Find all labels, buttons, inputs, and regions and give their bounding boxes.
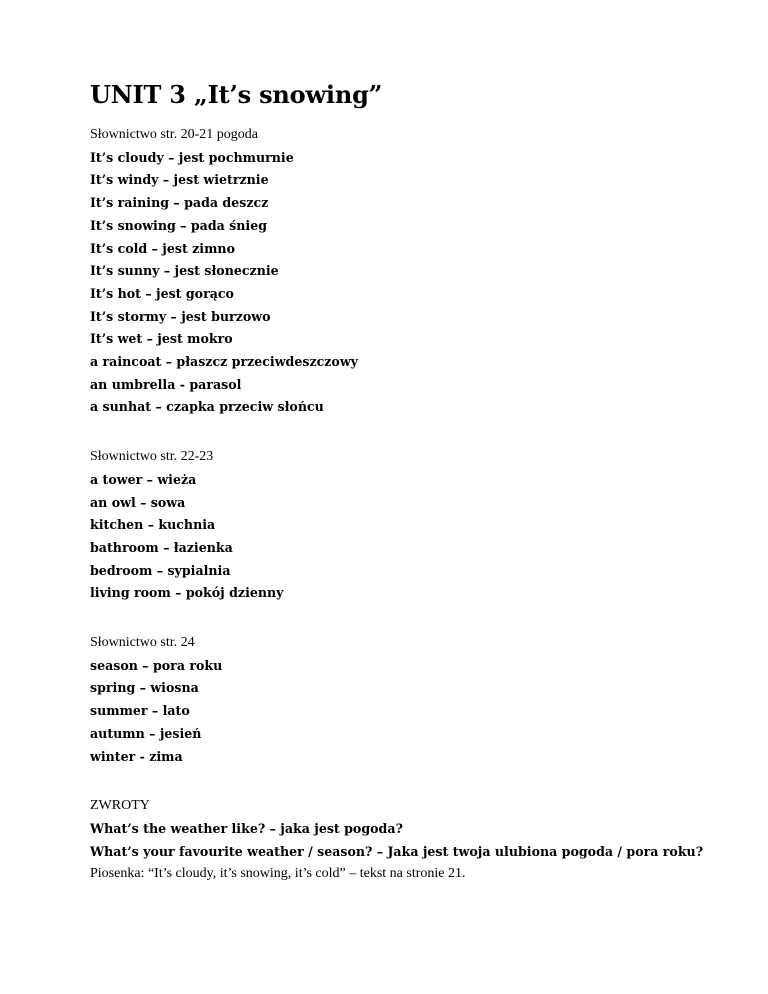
document-page [90,80,730,886]
vocab-item: bedroom – sypialnia [90,562,231,578]
vocab-item: spring – wiosna [90,680,199,696]
vocab-item: summer – lato [90,703,190,719]
vocab-item: season – pora roku [90,657,223,673]
vocab-item: It’s raining – pada deszcz [90,195,269,211]
section-weather [90,124,730,419]
vocab-item: kitchen – kuchnia [90,517,216,533]
section-spacer [90,419,730,446]
section-phrases [90,795,730,886]
vocab-item: living room – pokój dzienny [90,585,284,601]
vocab-item: It’s wet – jest mokro [90,331,233,347]
vocab-item: It’s sunny – jest słonecznie [90,263,279,279]
vocab-list [90,655,730,769]
phrase-item: What’s the weather like? – jaka jest pogoda? [90,820,403,836]
section-heading: Słownictwo str. 22-23 [90,449,214,465]
vocab-list [90,469,730,605]
vocab-item: It’s cold – jest zimno [90,240,235,256]
section-heading: ZWROTY [90,798,150,814]
vocab-item: autumn – jesień [90,725,202,741]
vocab-item: a sunhat – czapka przeciw słońcu [90,399,324,415]
section-spacer [90,768,730,795]
song-note: Piosenka: “It’s cloudy, it’s snowing, it’s cold” – tekst na stronie 21. [90,866,466,882]
section-places [90,446,730,605]
vocab-item: It’s cloudy – jest pochmurnie [90,149,294,165]
vocab-item: It’s windy – jest wietrznie [90,172,269,188]
section-heading: Słownictwo str. 24 [90,635,195,651]
vocab-item: a raincoat – płaszcz przeciwdeszczowy [90,354,358,370]
vocab-list [90,147,730,419]
phrase-item: What’s your favourite weather / season? – Jaka jest twoja ulubiona pogoda / pora roku? [90,843,704,859]
vocab-list [90,818,730,863]
vocab-item: an owl – sowa [90,494,186,510]
vocab-item: a tower – wieża [90,471,197,487]
page-title: UNIT 3 „It’s snowing” [90,80,383,109]
section-spacer [90,605,730,632]
vocab-item: It’s snowing – pada śnieg [90,217,268,233]
vocab-item: It’s stormy – jest burzowo [90,308,271,324]
section-heading: Słownictwo str. 20-21 pogoda [90,127,258,142]
vocab-item: an umbrella - parasol [90,376,242,392]
vocab-item: bathroom – łazienka [90,539,233,555]
section-seasons [90,632,730,768]
vocab-item: It’s hot – jest gorąco [90,285,234,301]
vocab-item: winter - zima [90,748,183,764]
